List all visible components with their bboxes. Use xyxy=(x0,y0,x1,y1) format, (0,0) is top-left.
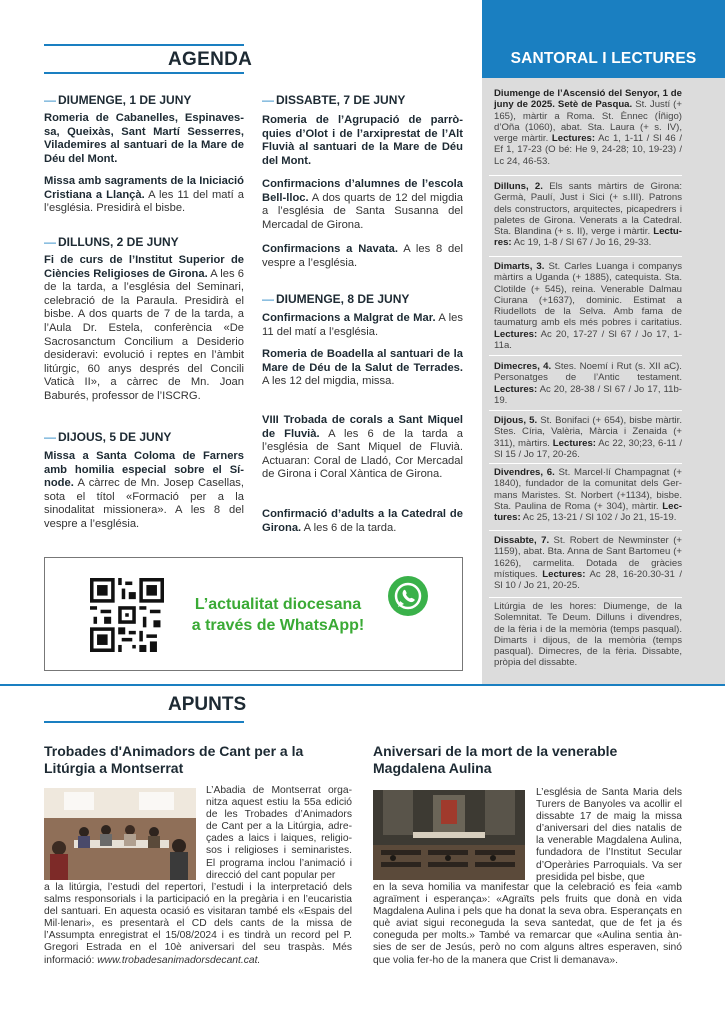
divider xyxy=(489,175,682,176)
santoral-entry: Dissabte, 7. St. Robert de Newminster (+ 1159), abat. Bta. Anna de Sant Bartomeu (+ 1626), carmelita. Dotada de gràcies místiques. Lectures: Ac 28, 16-20.30-31 / Sl 10 / Jo 21, 20-25. xyxy=(494,535,682,592)
article-body: a la litúrgia, l’estudi del repertori, l’estudi i la interpretació dels salms responsorials i la participació en la pregària i en l’eucaristia del santuari. En aquesta ocasió es visitaran també els «Espais del Mil·lenari», es presentarà el CD dels cants de la missa de l’Assumpta enregistrat el 15/08/2024 i es tindrà un record pel P. Gregori Estrada en el 10è aniversari del seu traspàs. Més informació: www.trobadesanimadorsdecant.cat. xyxy=(44,882,352,966)
divider xyxy=(489,256,682,257)
agenda-header-line-bottom xyxy=(44,72,244,74)
day-heading: — DIJOUS, 5 DE JUNY xyxy=(44,430,172,444)
divider xyxy=(489,463,682,464)
event-item: Fi de curs de l’Institut Superior de Ciències Religioses de Girona. A les 6 de la tarda, a l’església del Seminari, celebració de la Paraula. Presidirà el bisbe. A dos quarts de 7 de la tarda, a l’Aula Dr. Estela, conferència «De Sacrosanctum Concilium a Desiderio desideravi: evolució i reptes en l’àmbit litúrgic, 60 anys després del Concili Vaticà II», a càrrec de Mn. Joan Baburés, professor de l’ISCRG. xyxy=(44,254,244,402)
apunts-header-line xyxy=(44,721,244,723)
event-item: Romeria de l’Agrupació de parròquies d’Olot i de l’arxiprestat de l’Alt Fluvià al santuari de la Mare de Déu del Mont. xyxy=(262,114,463,167)
divider xyxy=(489,410,682,411)
santoral-header xyxy=(482,0,725,78)
santoral-entry: Dimecres, 4. Stes. Noemí i Rut (s. XII aC). Personatges de l’Antic testament. Lectures: Ac 20, 28-38 / Sl 67 / Jo 17, 11b-19. xyxy=(494,361,682,406)
qr-code xyxy=(90,578,164,652)
agenda-header-line xyxy=(44,44,244,46)
article-title: Trobades d'Animadors de Cant per a la Litúrgia a Montserrat xyxy=(44,743,304,776)
whatsapp-text: L’actualitat diocesana a través de WhatsApp! xyxy=(191,596,365,634)
santoral-entry: Diumenge de l’Ascensió del Senyor, 1 de juny de 2025. Setè de Pasqua. St. Justí (+ 165), màrtir a Roma. St. Ènnec (Íñigo) d’Oña (1060), abat. Sta. Laura (+ s. IV), verge màrtir. Lectures: Ac 1, 1-11 / Sl 46 / Ef 1, 17-23 (O bé: He 9, 24-28; 10, 19-23) / Lc 24, 46-53. xyxy=(494,88,682,167)
divider xyxy=(489,355,682,356)
apunts-title: APUNTS xyxy=(168,694,247,715)
day-heading: — DIUMENGE, 1 DE JUNY xyxy=(44,93,192,107)
event-item: Confirmacions a Malgrat de Mar. A les 11 del matí a l’església. xyxy=(262,312,463,338)
section-divider xyxy=(0,684,725,686)
event-item: Missa amb sagraments de la Iniciació Cristiana a Llançà. A les 11 del matí a l’església. Presidirà el bisbe. xyxy=(44,175,244,215)
event-item: Confirmacions d’alumnes de l’escola Bell-lloc. A dos quarts de 12 del migdia a l’església de Santa Susanna del Mercadal de Girona. xyxy=(262,178,463,231)
event-item: Confirmacions a Navata. A les 8 del vespre a l’església. xyxy=(262,243,463,269)
article-body: en la seva homilia va manifestar que la celebració es feia «amb agraïment i esperança»: «Agraïts pels fruits que donà en vida Magdalena Aulina i pels que ha donat la seva obra. Esperançats en què aviat sigui reconeguda la seva santedat, que de fet ja és coneguda per molts.» També va remarcar que «Aulina sentia ànsies de ser de Jesús, però no com alguns altres esperaven, sinó que volia fer-ho de la manera que Crist li demanava». xyxy=(373,882,682,966)
day-heading: — DIUMENGE, 8 DE JUNY xyxy=(262,292,410,306)
day-heading: — DISSABTE, 7 DE JUNY xyxy=(262,93,406,107)
article-title: Aniversari de la mort de la venerable Magdalena Aulina xyxy=(373,743,618,776)
santoral-entry: Divendres, 6. St. Marcel·lí Champagnat (+ 1840), fundador de la comunitat dels Germans Maristes. St. Norbert (+1134), bisbe. Sta. Paulina de Roma (+ 304), màrtir. Lectures: Ac 25, 13-21 / Sl 102 / Jo 21, 15-19. xyxy=(494,467,682,524)
event-item: Confirmació d’adults a la Catedral de Girona. A les 6 de la tarda. xyxy=(262,508,463,534)
choir-photo xyxy=(44,788,196,880)
agenda-title: AGENDA xyxy=(168,49,253,70)
event-item: Romeria de Cabanelles, Espinavessa, Queixàs, Sant Martí Sesserres, Vilademires al santuari de la Mare de Déu del Mont. xyxy=(44,112,244,165)
more-info-link[interactable]: www.trobadesanimadorsdecant.cat. xyxy=(97,954,261,966)
divider xyxy=(489,597,682,598)
santoral-entry: Dijous, 5. St. Bonifaci (+ 654), bisbe màrtir. Stes. Círia, Valèria, Màrcia i Zenaida (+ 311), màrtirs. Lectures: Ac 22, 30;23, 6-11 / Sl 15 / Jo 17, 20-26. xyxy=(494,415,682,460)
santoral-title: SANTORAL I LECTURES xyxy=(510,50,697,67)
event-item: VIII Trobada de corals a Sant Miquel de Fluvià. A les 6 de la tarda a l’església de Sant Miquel de Fluvià. Actuaran: Coral de Lladó, Cor Mercadal de Girona i Coral Xàntica de Girona. xyxy=(262,414,463,481)
santoral-entry: Dimarts, 3. St. Carles Luanga i companys màrtirs a Uganda (+ 1885), catequista. Sta. Clotilde (+ 545), reina. Venerable Dalmau Ciurana (+1637), dominic. Estimat a Riudellots de la Selva. Amb fama de taumaturg amb els més pobres i caritatius. Lectures: Ac 20, 17-27 / Sl 67 / Jo 17, 1-11a. xyxy=(494,261,682,352)
article-body: L’església de Santa Maria dels Turers de Banyoles va acollir el dissabte 17 de maig la missa d’aniversari del dies natalis de la venerable Magdalena Aulina, fundadora de l’Institut Secular d’Operàries Parroquials. Va ser presidida pel bisbe, que xyxy=(536,787,682,883)
church-photo xyxy=(373,790,525,880)
whatsapp-banner[interactable] xyxy=(44,557,463,671)
liturgia-hores: Litúrgia de les hores: Diumenge, de la Solemnitat. Te Deum. Dilluns i divendres, de la fèria i de la memòria (temps pasqual). Dimarts i dijous, de la memòria (temps pasqual). Dimecres, de la fèria. Dissabte, pròpia del dissabte. xyxy=(494,601,682,669)
santoral-entry: Dilluns, 2. Els sants màrtirs de Girona: Germà, Paulí, Just i Sici (+ s.III). Patrons dels constructors, arquitectes, picapedrers i paletes de Girona. Venerats a la Catedral. Sta. Blandina (+ s. II), verge i màrtir. Lectures: Ac 19, 1-8 / Sl 67 / Jo 16, 29-33. xyxy=(494,181,682,249)
event-item: Romeria de Boadella al santuari de la Mare de Déu de la Salut de Terrades. A les 12 del migdia, missa. xyxy=(262,348,463,388)
article-body: L’Abadia de Montserrat organitza aquest estiu la 55a edició de les Trobades d’Animadors de Cant per a la Litúrgia, adreçades a laics i laiques, religiosos i religioses i seminaristes. El programa inclou l’animació i direcció del cant popular per xyxy=(206,785,352,881)
day-heading: — DILLUNS, 2 DE JUNY xyxy=(44,235,179,249)
event-item: Missa a Santa Coloma de Farners amb homilia especial sobre el Sínode. A càrrec de Mn. Josep Casellas, sota el títol «Formació per a la sinodalitat missionera». A les 8 del vespre a l’església. xyxy=(44,450,244,530)
divider xyxy=(489,530,682,531)
whatsapp-icon xyxy=(388,576,428,616)
